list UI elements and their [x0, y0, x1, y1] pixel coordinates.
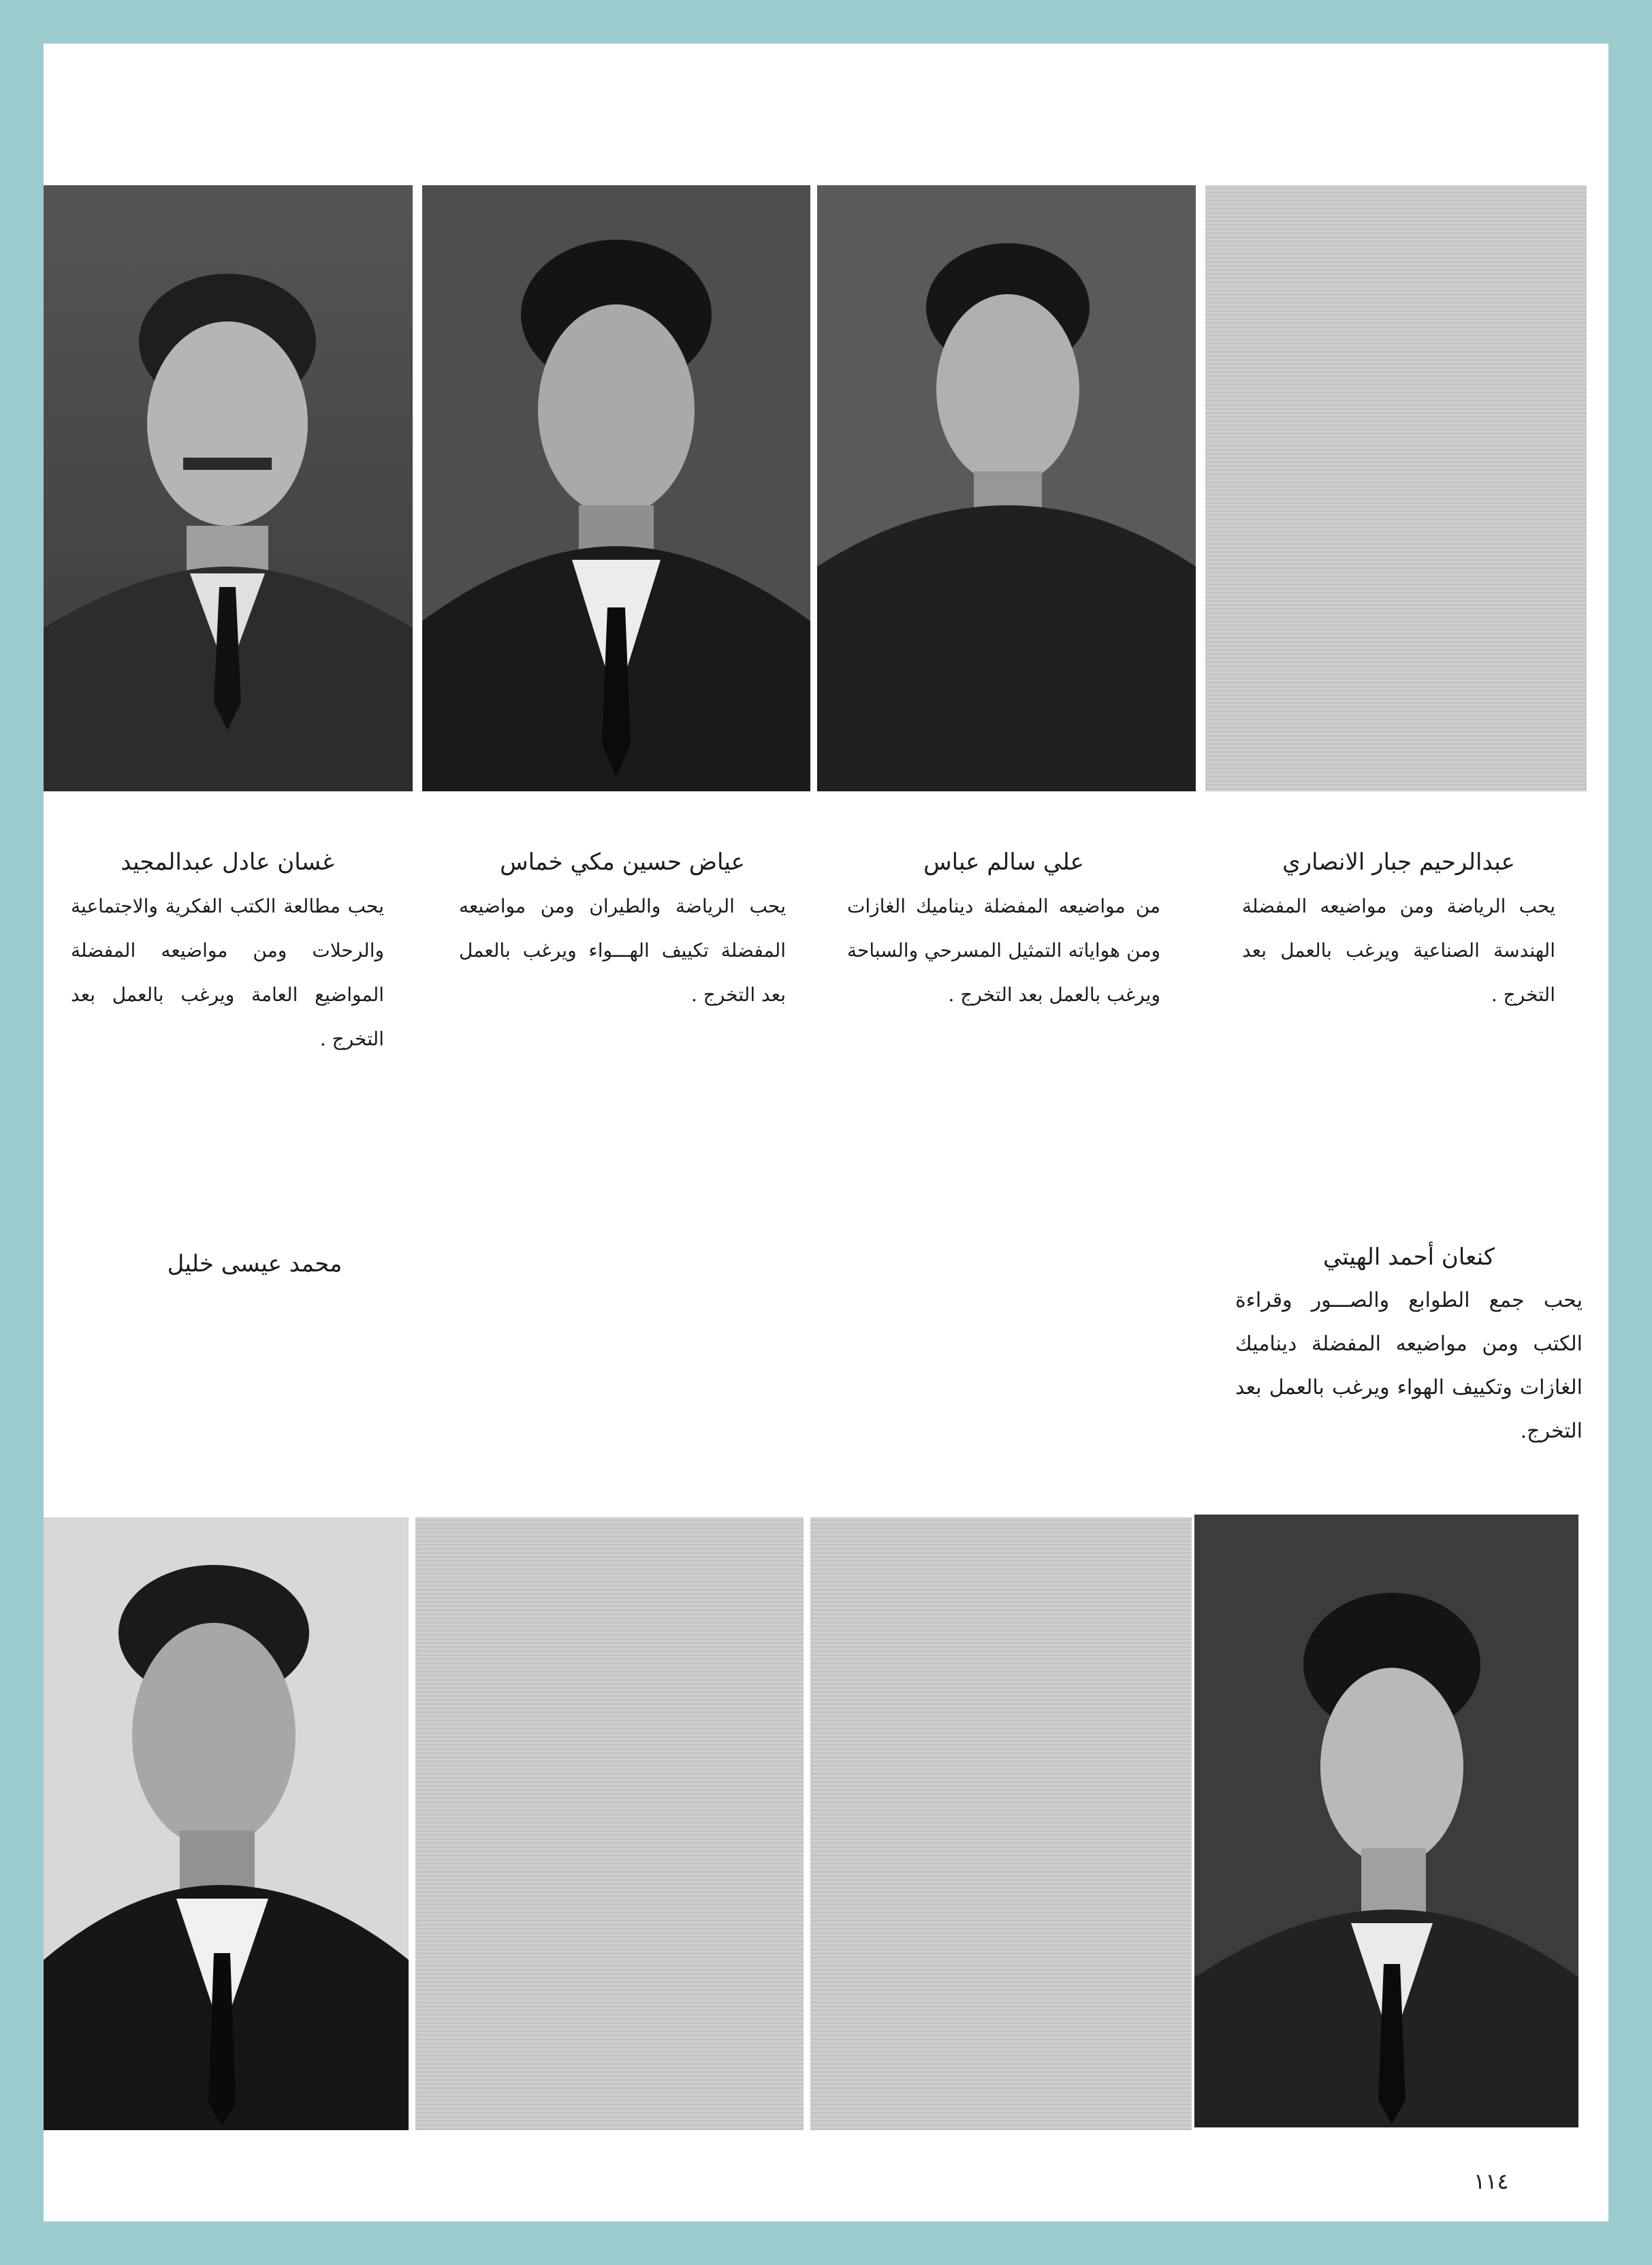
portrait-photo-ghassan [44, 185, 413, 791]
profile-ali [847, 847, 1160, 1017]
blank-photo-placeholder [1205, 185, 1587, 791]
page-number: ١١٤ [1474, 2168, 1509, 2194]
blank-photo-placeholder [810, 1517, 1192, 2130]
student-name: علي سالم عباس [923, 849, 1084, 876]
student-name: كنعان أحمد الهيتي [1322, 1244, 1495, 1271]
student-name: عبدالرحيم جبار الانصاري [1282, 849, 1515, 876]
student-name: محمد عيسى خليل [167, 1250, 343, 1278]
student-bio: يحب الرياضة والطيران ومن مواضيعه المفضلة تكييف الهـــواء ويرغب بالعمل بعد التخرج . [459, 895, 786, 1006]
portrait-photo-ayad [422, 185, 810, 791]
student-bio: يحب الرياضة ومن مواضيعه المفضلة الهندسة الصناعية ويرغب بالعمل بعد التخرج . [1242, 895, 1555, 1006]
profile-kanaan [1235, 1242, 1583, 1453]
student-bio: يحب مطالعة الكتب الفكرية والاجتماعية والرحلات ومن مواضيعه المفضلة المواضيع العامة ويرغب بالعمل بعد التخرج . [71, 895, 384, 1050]
student-bio: من مواضيعه المفضلة ديناميك الغازات ومن هواياته التمثيل المسرحي والسباحة ويرغب بالعمل بعد التخرج . [847, 895, 1160, 1006]
student-bio: يحب جمع الطوابع والصـــور وقراءة الكتب ومن مواضيعه المفضلة ديناميك الغازات وتكييف الهواء ويرغب بالعمل بعد التخرج. [1235, 1288, 1583, 1443]
portrait-photo-ali [817, 185, 1196, 791]
yearbook-page [44, 44, 1608, 2221]
profile-ghassan [71, 847, 384, 1061]
student-name: غسان عادل عبدالمجيد [121, 849, 334, 876]
profile-ayad [459, 847, 786, 1017]
profile-mohammed [139, 1249, 370, 1286]
blank-photo-placeholder [415, 1517, 804, 2130]
portrait-photo-mohammed [44, 1517, 409, 2130]
portrait-photo-kanaan [1194, 1515, 1578, 2127]
student-name: عياض حسين مكي خماس [500, 849, 745, 876]
profile-abdulrahim [1242, 847, 1555, 1017]
